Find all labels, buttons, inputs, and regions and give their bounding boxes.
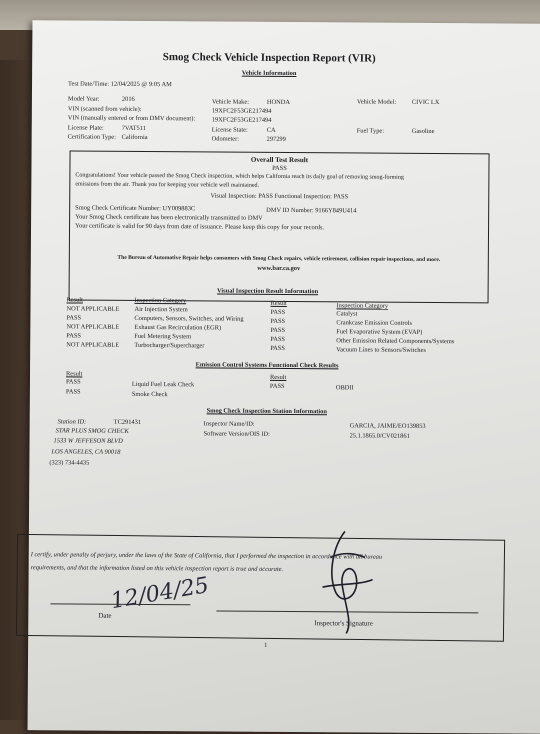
- plate-label: License Plate:: [67, 124, 104, 132]
- functional-heading: Emission Control Systems Functional Check Results: [195, 361, 339, 370]
- visual-row-result: PASS: [66, 332, 82, 340]
- cert-type-label: Certification Type:: [67, 133, 116, 141]
- license-state-label: License State:: [211, 126, 248, 134]
- visual-row-result: PASS: [270, 317, 286, 325]
- station-phone: (323) 734-4435: [49, 459, 90, 467]
- visual-row-result: NOT APPLICABLE: [66, 305, 120, 313]
- station-address-2: LOS ANGELES, CA 90018: [51, 448, 121, 456]
- station-name: STAR PLUS SMOG CHECK: [55, 427, 129, 435]
- signature-label: Inspector's Signature: [314, 619, 373, 628]
- functional-row-result: PASS: [65, 378, 81, 386]
- visual-row-result: PASS: [270, 326, 286, 334]
- functional-row-category: Liquid Fuel Leak Check: [131, 380, 195, 389]
- visual-row-category: Computers, Sensors, Switches, and Wiring: [134, 314, 244, 323]
- functional-row-result: PASS: [269, 382, 285, 390]
- visual-category-header-right: Inspection Category: [336, 302, 389, 310]
- visual-functional-summary: Visual Inspection: PASS Functional Inspection: PASS: [210, 192, 349, 201]
- visual-row-result: NOT APPLICABLE: [66, 323, 120, 331]
- license-state-value: CA: [266, 126, 276, 134]
- cert-type-value: California: [121, 133, 148, 141]
- model-year-value: 2016: [121, 95, 135, 103]
- make-label: Vehicle Make:: [211, 98, 250, 106]
- visual-row-category: Other Emission Related Components/Systems: [336, 337, 455, 346]
- vehicle-info-heading: Vehicle Information: [241, 69, 297, 78]
- visual-heading: Visual Inspection Result Information: [216, 287, 319, 296]
- overall-heading: Overall Test Result: [250, 155, 309, 165]
- functional-result-header-right: Result: [269, 373, 287, 381]
- congrats-line-2: emissions from the air. Thank you for keeping your vehicle well maintained.: [75, 181, 260, 189]
- functional-row-category: Smoke Check: [131, 390, 168, 399]
- inspection-report-paper: [28, 20, 540, 734]
- visual-row-category: Air Injection System: [134, 305, 188, 314]
- vin-manual-value: 19XFC2F53GE217494: [211, 116, 272, 124]
- odometer-value: 297299: [266, 135, 286, 143]
- model-value: CIVIC LX: [411, 98, 440, 107]
- congrats-line-1: Congratulations! Your vehicle passed the Smog Check inspection, which helps California reach its daily goal of removing smog-forming: [75, 172, 404, 181]
- visual-row-result: PASS: [270, 344, 285, 352]
- vin-scanned-value: 19XFC2F53GE217494: [211, 107, 272, 115]
- certificate-number: Smog Check Certificate Number: UY009883C: [75, 204, 196, 213]
- station-id-label: Station ID:: [57, 418, 87, 426]
- functional-row-category: OBDII: [335, 384, 354, 392]
- functional-row-result: PASS: [65, 388, 81, 396]
- inspector-signature: [312, 527, 383, 637]
- bar-notice: The Bureau of Automotive Repair helps consumers with Smog Check repairs, vehicle retirement, collision repair inspections, and more.: [117, 254, 441, 264]
- handwritten-date: 12/04/25: [109, 573, 211, 615]
- certification-line-2: requirements, and that the information listed on this vehicle inspection report is true and accurate.: [30, 564, 284, 573]
- visual-result-header-right: Result: [270, 299, 287, 307]
- visual-row-result: PASS: [270, 308, 286, 316]
- test-datetime: Test Date/Time: 12/04/2025 @ 9:05 AM: [68, 80, 172, 89]
- inspector-value: GARCIA, JAIME/EO139853: [349, 422, 426, 430]
- vin-manual-label: VIN (manually entered or from DMV document):: [67, 114, 196, 123]
- transmitted-note: Your Smog Check certificate has been electronically transmitted to DMV: [75, 213, 263, 222]
- visual-row-category: Vacuum Lines to Sensors/Switches: [336, 346, 426, 354]
- visual-row-category: Catalyst: [336, 310, 358, 318]
- visual-row-category: Exhaust Gas Recirculation (EGR): [134, 323, 222, 332]
- certification-line-1: I certify, under penalty of perjury, under the laws of the State of California, that I performed the inspection in accordance with all bureau: [30, 551, 383, 561]
- overall-result: PASS: [272, 164, 287, 172]
- station-id-value: TC291431: [113, 418, 142, 426]
- plate-value: 7VAT511: [121, 124, 146, 132]
- dmv-id: DMV ID Number: 9166Y849U414: [266, 206, 357, 215]
- report-title: Smog Check Vehicle Inspection Report (VIR): [162, 51, 376, 65]
- fuel-value: Gasoline: [411, 127, 435, 136]
- visual-row-result: NOT APPLICABLE: [66, 341, 120, 349]
- inspector-label: Inspector Name/ID:: [203, 420, 255, 428]
- make-value: HONDA: [266, 98, 291, 106]
- visual-row-category: Fuel Metering System: [134, 332, 192, 341]
- odometer-label: Odometer:: [211, 135, 240, 143]
- station-address-1: 1533 W JEFFESON BLVD: [53, 437, 123, 445]
- visual-row-result: PASS: [270, 335, 285, 343]
- visual-row-result: PASS: [66, 314, 82, 322]
- software-label: Software Version/OIS ID:: [203, 430, 270, 438]
- bar-website: www.bar.ca.gov: [257, 264, 301, 273]
- vin-scanned-label: VIN (scanned from vehicle):: [67, 105, 142, 113]
- functional-result-header-left: Result: [65, 370, 83, 378]
- visual-row-category: Turbocharger/Supercharger: [134, 341, 205, 350]
- validity-note: Your certificate is valid for 90 days from date of issuance. Please keep this copy for your records.: [75, 222, 325, 232]
- visual-row-category: Crankcase Emission Controls: [336, 319, 413, 327]
- fuel-label: Fuel Type:: [356, 127, 385, 135]
- certification-box: [16, 534, 505, 642]
- model-year-label: Model Year:: [67, 95, 100, 103]
- visual-category-header-left: Inspection Category: [134, 296, 187, 305]
- visual-result-header-left: Result: [66, 296, 83, 304]
- station-heading: Smog Check Inspection Station Information: [206, 407, 327, 416]
- software-value: 25.1.1865.0/CV021861: [349, 432, 410, 440]
- visual-row-category: Fuel Evaporative System (EVAP): [336, 328, 423, 336]
- page-number: 1: [264, 641, 268, 649]
- model-label: Vehicle Model:: [356, 98, 397, 106]
- date-label: Date: [98, 611, 112, 620]
